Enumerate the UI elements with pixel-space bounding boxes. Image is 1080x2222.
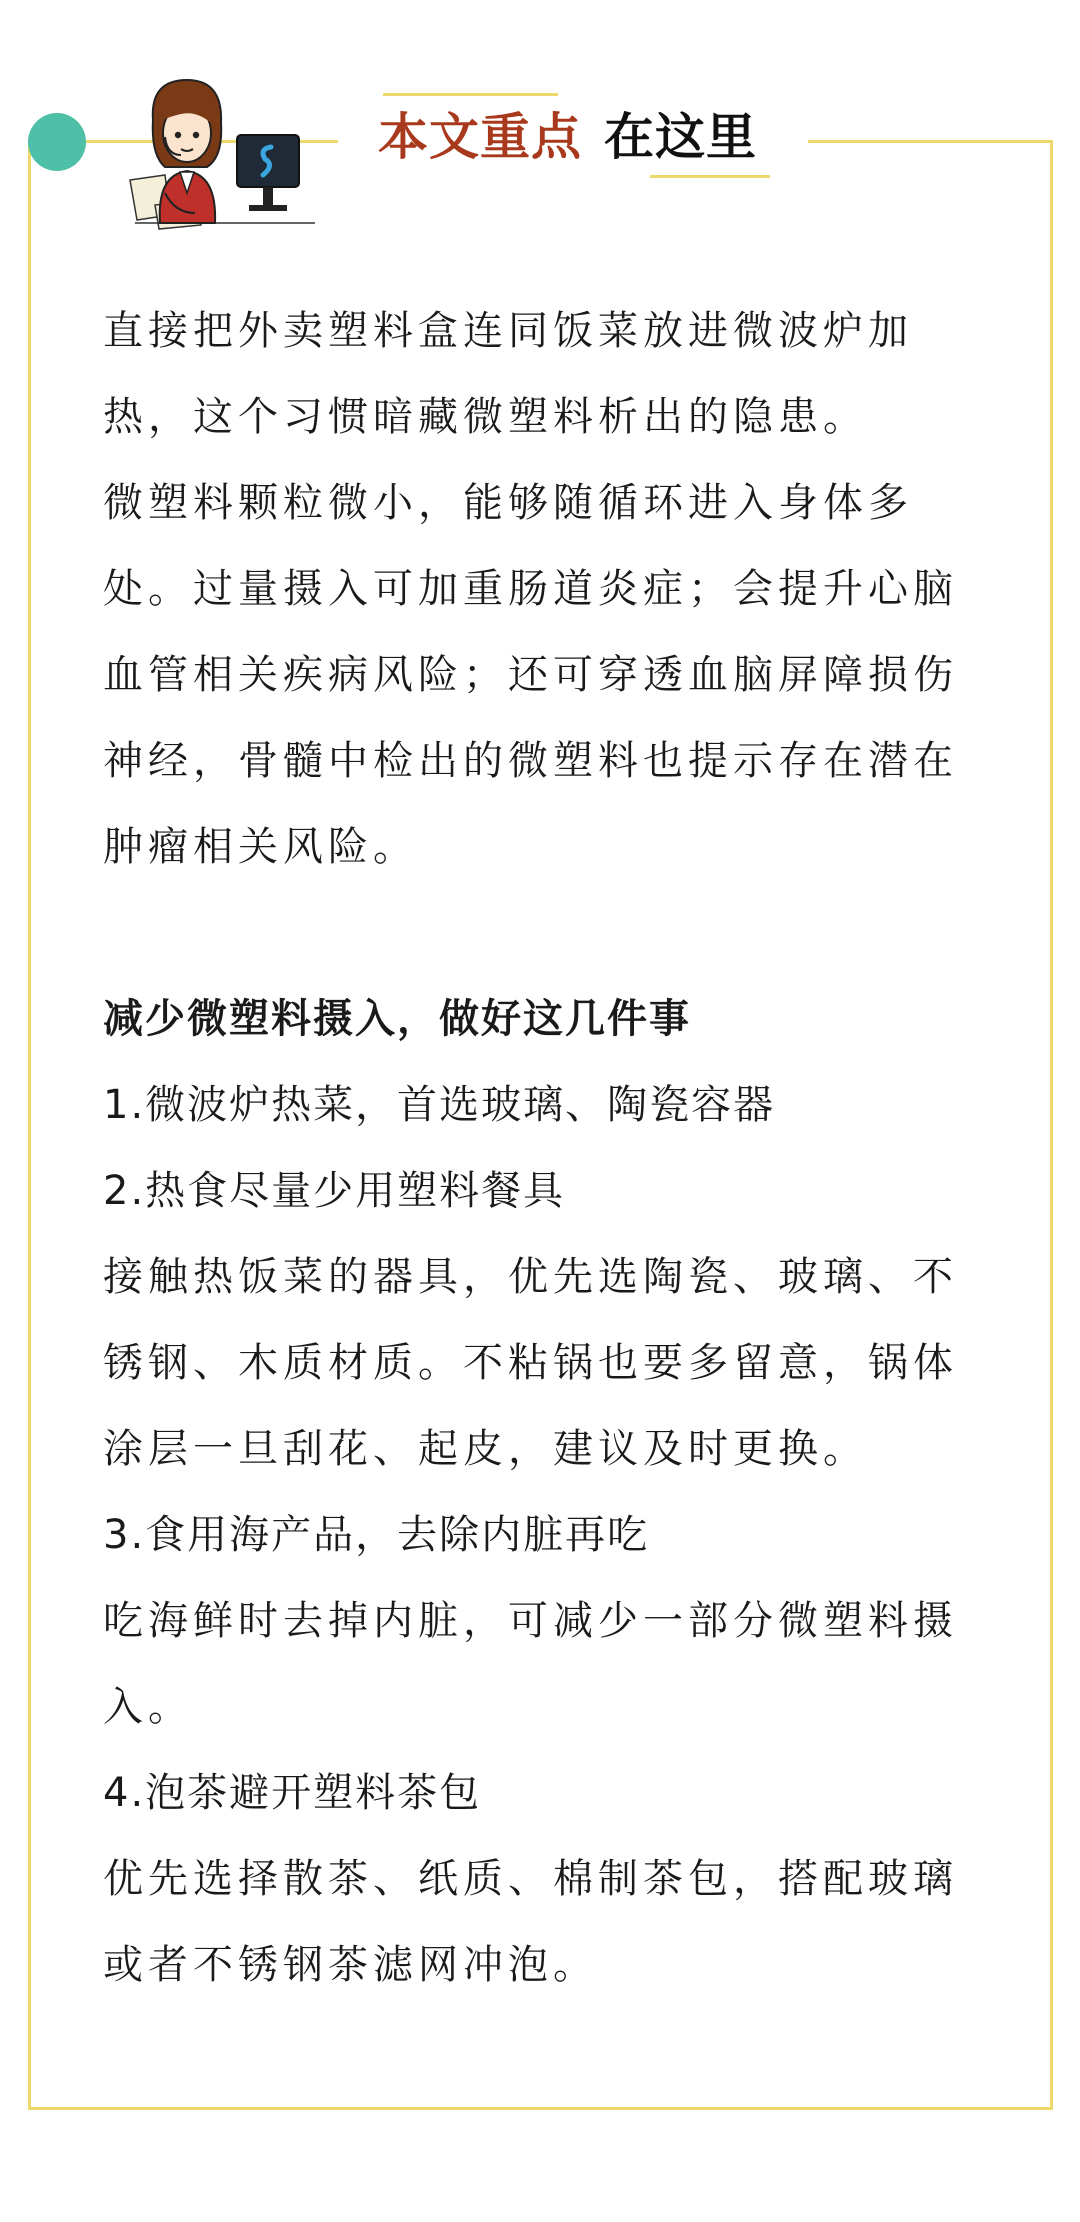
tip-detail: 接触热饭菜的器具，优先选陶瓷、玻璃、不锈钢、木质材质。不粘锅也要多留意，锅体涂层一旦刮花、起皮，建议及时更换。 xyxy=(103,1254,958,1472)
tip-detail: 吃海鲜时去掉内脏，可减少一部分微塑料摄入。 xyxy=(103,1598,958,1730)
decorative-dot xyxy=(28,113,86,171)
woman-at-computer-icon xyxy=(125,75,325,235)
intro-paragraph: 直接把外卖塑料盒连同饭菜放进微波炉加热，这个习惯暗藏微塑料析出的隐患。 xyxy=(103,308,913,440)
title-underline-top xyxy=(383,93,558,96)
tip-heading: 1.微波炉热菜，首选玻璃、陶瓷容器 xyxy=(103,1082,776,1128)
section-title: 减少微塑料摄入，做好这几件事 xyxy=(103,996,691,1042)
tip-heading: 3.食用海产品，去除内脏再吃 xyxy=(103,1512,650,1558)
title-key: 本文重点 xyxy=(378,108,582,166)
tip-heading: 2.热食尽量少用塑料餐具 xyxy=(103,1168,566,1214)
tip-detail: 优先选择散茶、纸质、棉制茶包，搭配玻璃或者不锈钢茶滤网冲泡。 xyxy=(103,1856,958,1988)
intro-paragraph: 微塑料颗粒微小，能够随循环进入身体多处。过量摄入可加重肠道炎症；会提升心脑血管相关疾病风险；还可穿透血脑屏障损伤神经，骨髓中检出的微塑料也提示存在潜在肿瘤相关风险。 xyxy=(103,480,958,870)
title-rest: 在这里 xyxy=(604,108,757,166)
page-title xyxy=(378,102,757,172)
tip-heading: 4.泡茶避开塑料茶包 xyxy=(103,1770,482,1816)
title-underline-bottom xyxy=(650,175,770,178)
article-body xyxy=(103,288,983,2008)
